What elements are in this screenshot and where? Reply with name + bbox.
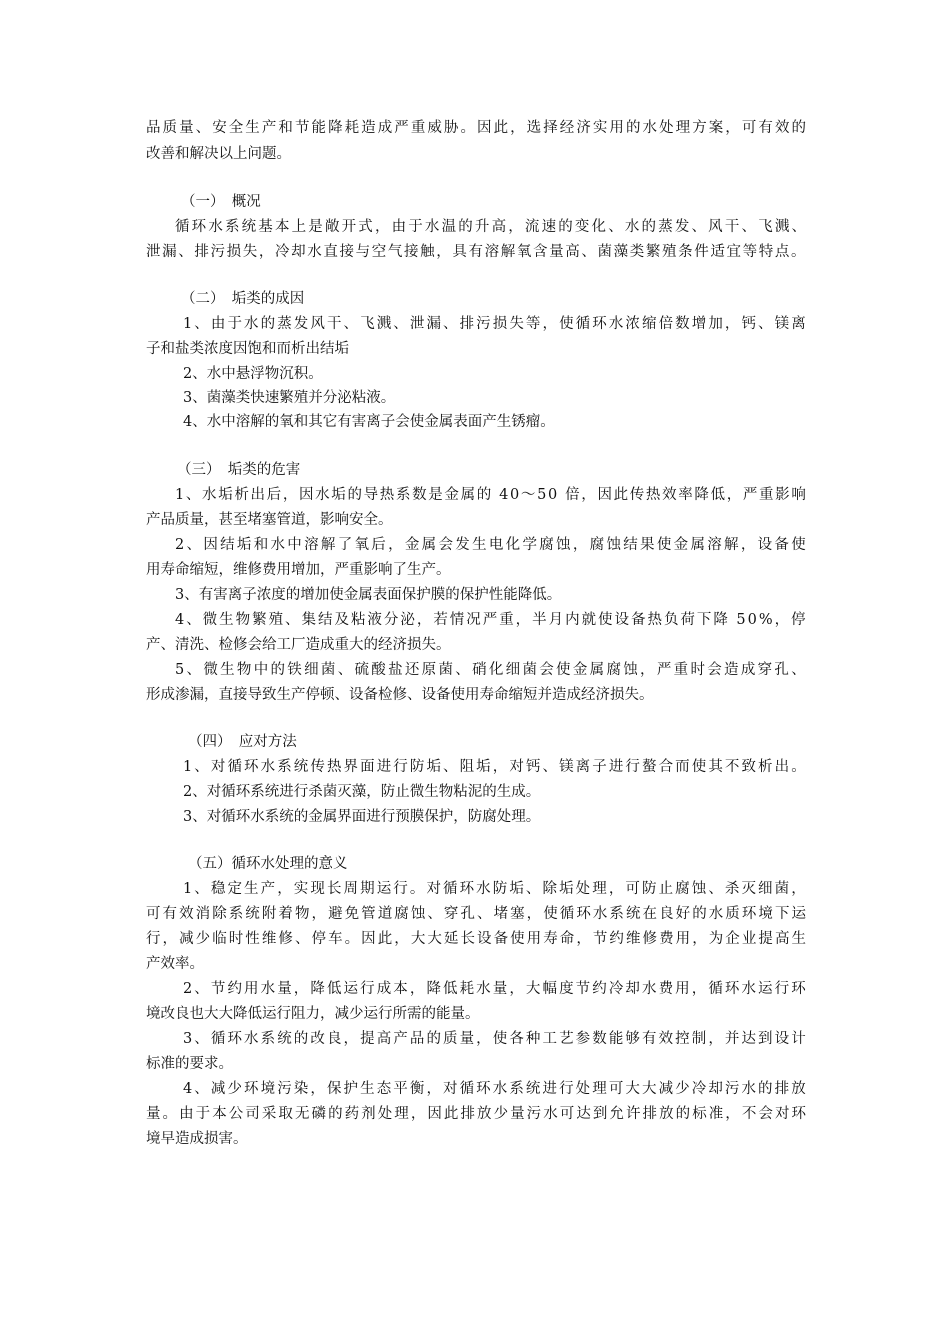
paragraph-line: 3、循环水系统的改良，提高产品的质量，使各种工艺参数能够有效控制，并达到设计 <box>183 1031 808 1047</box>
paragraph-line: 产品质量，甚至堵塞管道，影响安全。 <box>146 512 393 528</box>
section-heading: （四） 应对方法 <box>188 734 297 750</box>
paragraph-line: 行，减少临时性维修、停车。因此，大大延长设备使用寿命，节约维修费用，为企业提高生 <box>146 931 809 947</box>
section-heading: （三） 垢类的危害 <box>177 462 301 478</box>
paragraph-line: 量。由于本公司采取无磷的药剂处理，因此排放少量污水可达到允许排放的标准，不会对环 <box>146 1106 809 1122</box>
list-item: 2、水中悬浮物沉积。 <box>183 366 323 382</box>
paragraph-line: 4、减少环境污染，保护生态平衡，对循环水系统进行处理可大大减少冷却污水的排放 <box>183 1081 808 1097</box>
paragraph-line: 4、微生物繁殖、集结及粘液分泌，若情况严重，半月内就使设备热负荷下降 50%，停 <box>175 612 808 628</box>
section-heading: （一） 概况 <box>181 194 261 210</box>
paragraph-line: 循环水系统基本上是敞开式，由于水温的升高，流速的变化、水的蒸发、风干、飞溅、 <box>175 219 809 235</box>
paragraph-line: 境改良也大大降低运行阻力，减少运行所需的能量。 <box>146 1006 480 1022</box>
paragraph-line: 2、因结垢和水中溶解了氧后，金属会发生电化学腐蚀，腐蚀结果使金属溶解，设备使 <box>175 537 809 553</box>
paragraph-line: 产效率。 <box>146 956 204 972</box>
list-item: 2、对循环系统进行杀菌灭藻，防止微生物粘泥的生成。 <box>183 784 541 800</box>
paragraph-line: 用寿命缩短，维修费用增加，严重影响了生产。 <box>146 562 451 578</box>
list-item: 1、对循环水系统传热界面进行防垢、阻垢，对钙、镁离子进行螯合而使其不致析出。 <box>183 759 808 775</box>
paragraph-line: 1、由于水的蒸发风干、飞溅、泄漏、排污损失等，使循环水浓缩倍数增加，钙、镁离 <box>183 316 808 332</box>
paragraph-line: 形成渗漏，直接导致生产停顿、设备检修、设备使用寿命缩短并造成经济损失。 <box>146 687 654 703</box>
paragraph-line: 1、水垢析出后，因水垢的导热系数是金属的 40～50 倍，因此传热效率降低，严重影响 <box>175 487 808 503</box>
paragraph-line: 改善和解决以上问题。 <box>146 146 291 162</box>
paragraph-line: 3、有害离子浓度的增加使金属表面保护膜的保护性能降低。 <box>175 587 562 603</box>
paragraph-line: 品质量、安全生产和节能降耗造成严重威胁。因此，选择经济实用的水处理方案，可有效的 <box>146 120 809 136</box>
paragraph-line: 泄漏、排污损失，冷却水直接与空气接触，具有溶解氧含量高、菌藻类繁殖条件适宜等特点。 <box>146 244 808 260</box>
list-item: 3、对循环水系统的金属界面进行预膜保护，防腐处理。 <box>183 809 541 825</box>
section-heading: （五）循环水处理的意义 <box>188 856 348 872</box>
paragraph-line: 5、微生物中的铁细菌、硫酸盐还原菌、硝化细菌会使金属腐蚀，严重时会造成穿孔、 <box>175 662 809 678</box>
paragraph-line: 1、稳定生产，实现长周期运行。对循环水防垢、除垢处理，可防止腐蚀、杀灭细菌， <box>183 881 808 897</box>
paragraph-line: 境早造成损害。 <box>146 1131 248 1147</box>
paragraph-line: 2、节约用水量，降低运行成本，降低耗水量，大幅度节约冷却水费用，循环水运行环 <box>183 981 808 997</box>
section-heading: （二） 垢类的成因 <box>181 291 305 307</box>
list-item: 3、菌藻类快速繁殖并分泌粘液。 <box>183 390 396 406</box>
list-item: 4、水中溶解的氧和其它有害离子会使金属表面产生锈瘤。 <box>183 414 555 430</box>
paragraph-line: 产、清洗、检修会给工厂造成重大的经济损失。 <box>146 637 451 653</box>
paragraph-line: 子和盐类浓度因饱和而析出结垢 <box>146 341 349 357</box>
paragraph-line: 标准的要求。 <box>146 1056 233 1072</box>
paragraph-line: 可有效消除系统附着物，避免管道腐蚀、穿孔、堵塞，使循环水系统在良好的水质环境下运 <box>146 906 809 922</box>
